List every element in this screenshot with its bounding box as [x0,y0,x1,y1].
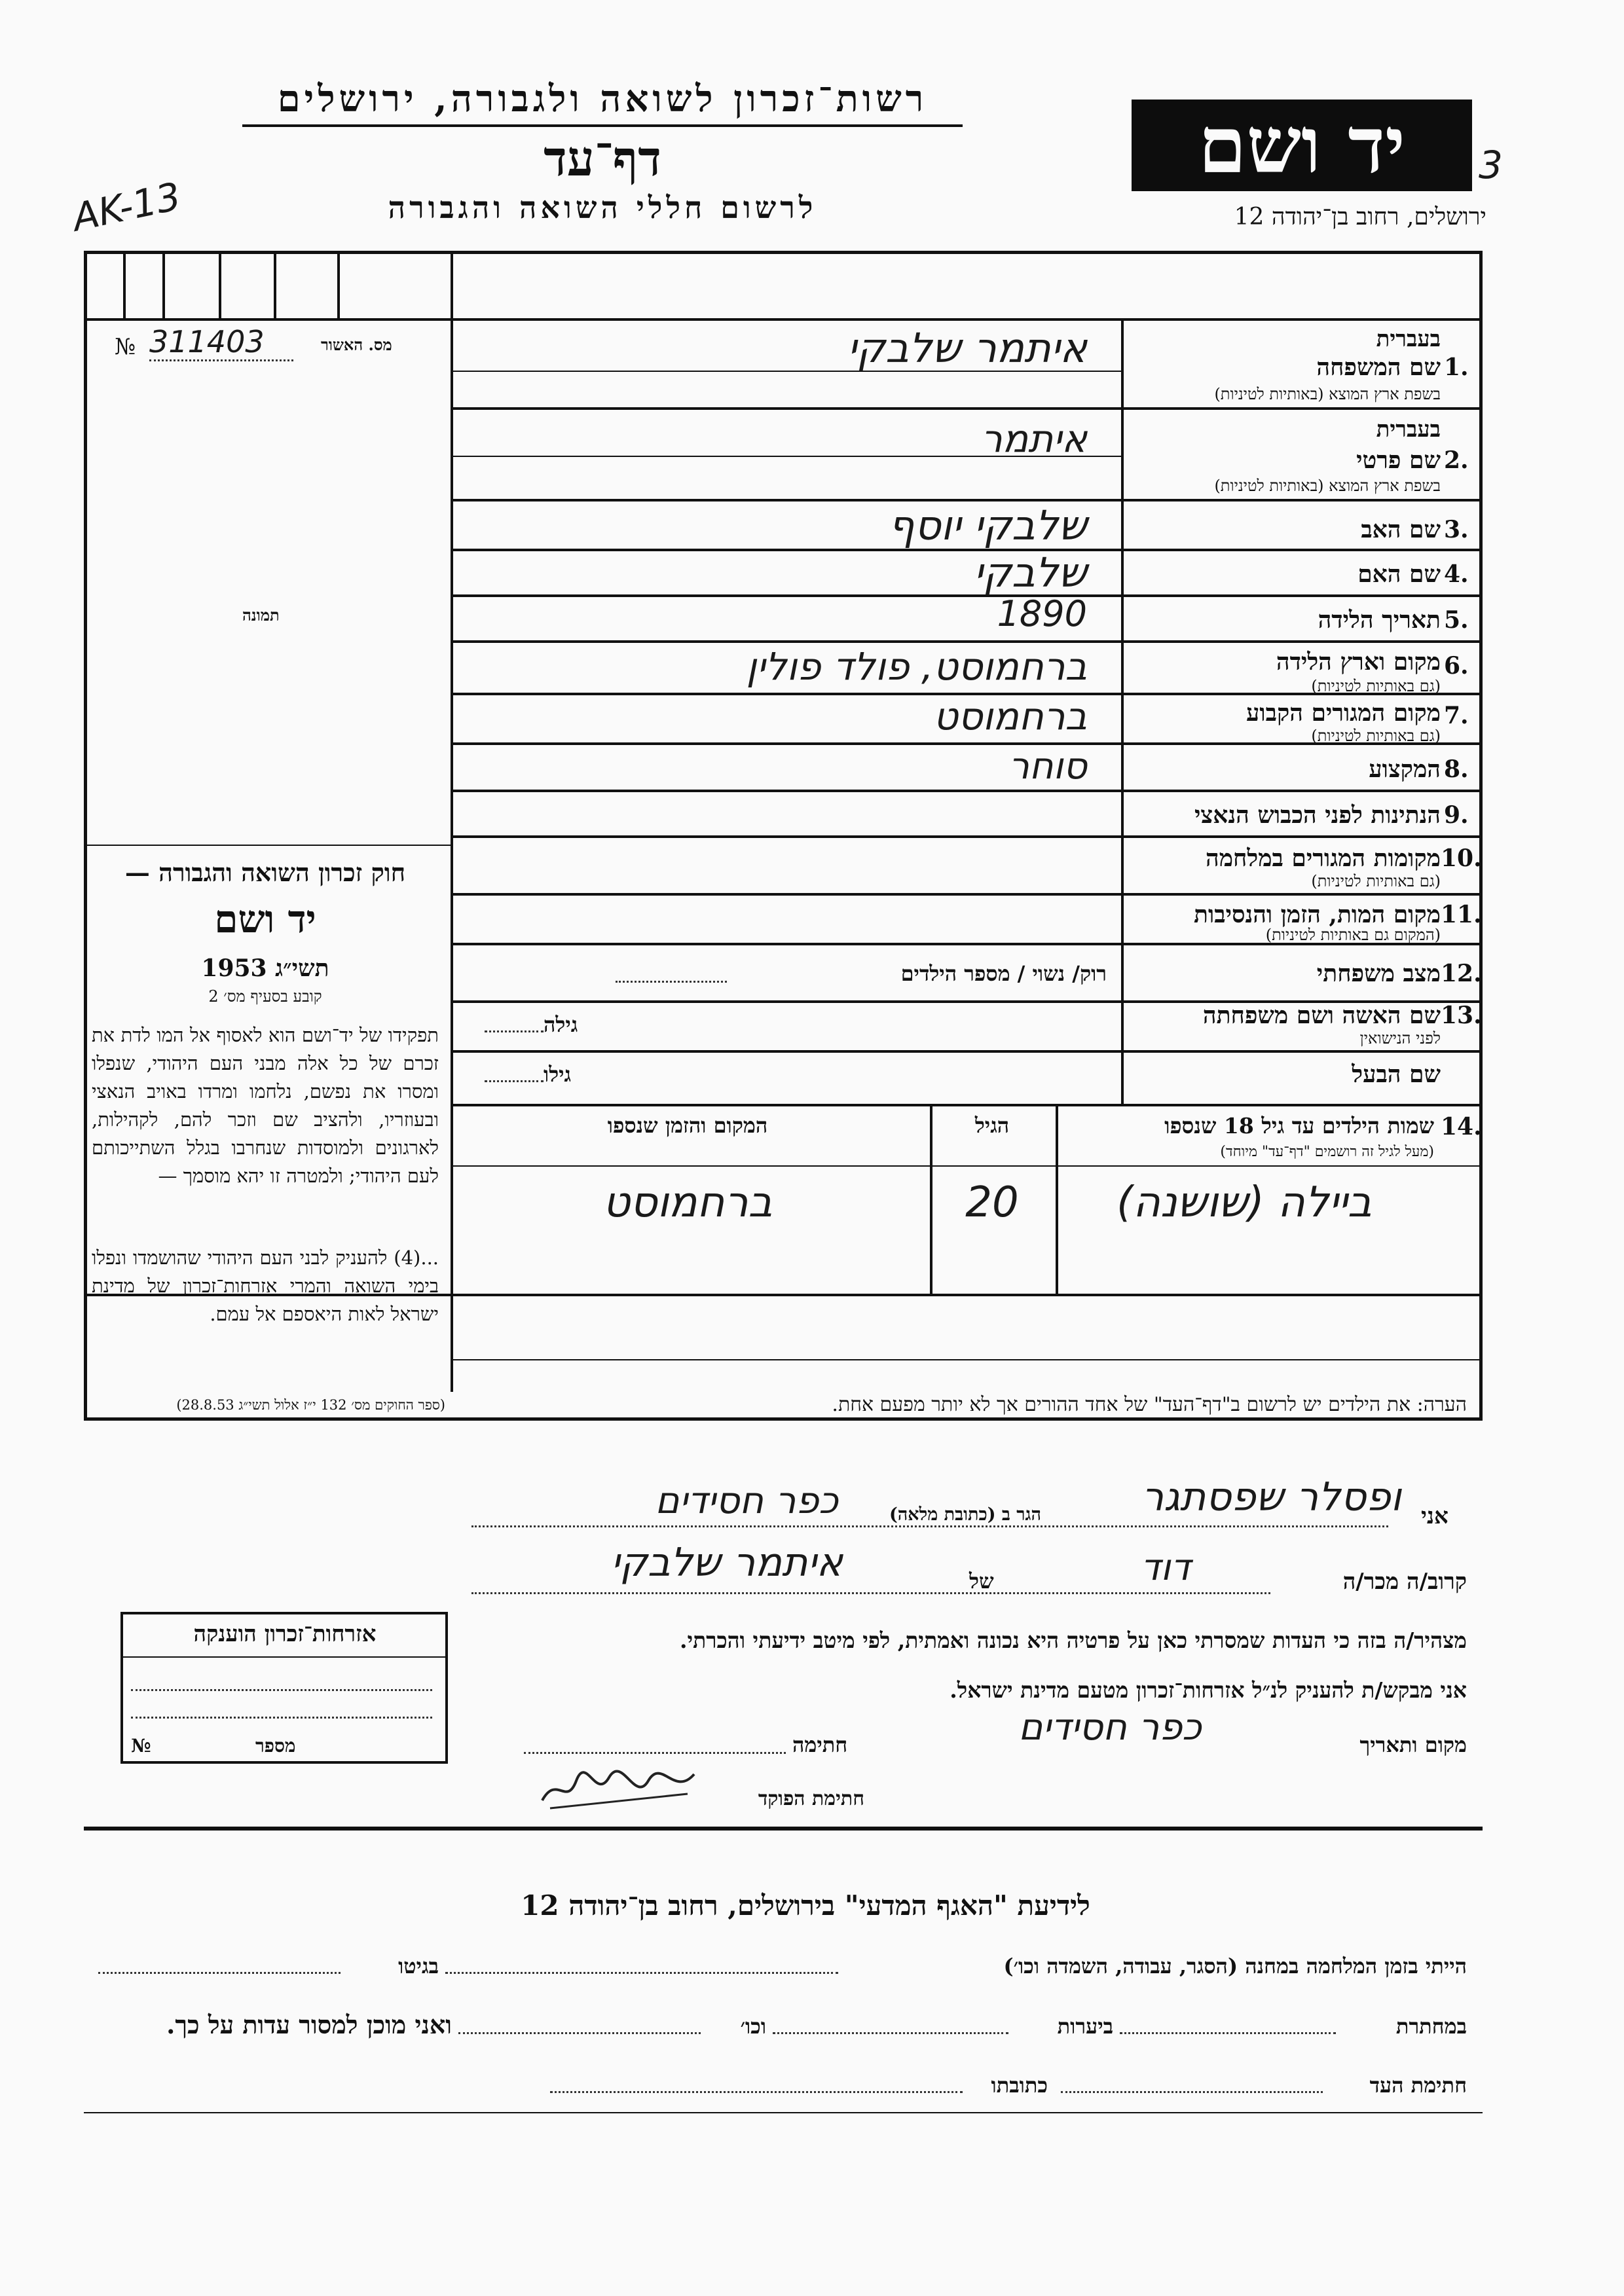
field-10-label: מקומות המגורים במלחמה [1206,845,1441,872]
field-14-number: 14. [1441,1113,1482,1140]
field-11-sub: (המקום גם באותיות לטיניות) [1265,926,1441,944]
footer-forests-label: ביערות [1057,2014,1113,2039]
declaration-statement: מצהיר/ה בזה כי העדות שמסרתי כאן על פרטיה היא נכונה ואמתית, לפי מיטב ידיעתי והכרתי. [680,1628,1467,1653]
authority-title: רשות־זכרון לשואה ולגבורה, ירושלים [242,77,963,127]
signature-label: חתימה [792,1732,848,1757]
law-text-1: תפקידו של יד־ושם הוא לאסוף אל המו לדת את זכרם של כל אלה מבני העם היהודי, שנפלו ומסרו את נפשם, נלחמו ומרדו באויב הנאצי ובעוזריו, ולהציב שם וזכר להם, לקהילות, לארגונים ולמוסדות שנחרבו בגלל השתייכותם לעם היהודי; ולמטרה זו יהא מוסמך — [92,1024,439,1187]
field-13-number: 13. [1441,1002,1482,1029]
field-9-label: הנתינות לפני הכבוש הנאצי [1194,801,1441,829]
of-value[interactable]: איתמר שלבקי [611,1540,843,1586]
children-label: שמות הילדים עד גיל 18 שנספו [1164,1113,1434,1139]
field-2-value[interactable]: איתמר [981,416,1087,461]
child-name[interactable]: ביילה (שושנה) [1116,1178,1372,1227]
field-9-number: 9. [1444,801,1469,829]
children-sub: (מעל לגיל זה רושמים "דף־עד" מיוחד) [1220,1144,1434,1160]
declarant-name[interactable]: ופסלר שפסתגר [1141,1474,1401,1520]
field-1-value[interactable]: איתמר שלבקי [847,324,1087,372]
field-3-label: שם האב [1361,516,1441,543]
field-3-number: 3. [1444,516,1469,543]
law-year: תשי״ג 1953 [201,955,329,982]
child-place[interactable]: ברחמוסט [602,1178,773,1227]
field-2-number: 2. [1444,446,1469,474]
address: ירושלים, רחוב בן־יהודה 12 [1234,204,1486,230]
of-label: של [969,1569,994,1594]
field-7-label: מקום המגורים הקבוע [1246,699,1441,727]
field-3-value[interactable]: שלבקי יוסף [888,501,1087,549]
relative-label: קרוב/ה מכר/ה [1342,1569,1467,1595]
children-note: הערה: את הילדים יש לרשום ב"דף־העד" של אחד ההורים אך לא יותר מפעם אחת. [832,1393,1467,1416]
field-5-value[interactable]: 1890 [997,593,1087,634]
law-clause: קובע בסעיף מס׳ 2 [208,987,322,1006]
field-12-label: מצב משפחתי [1316,960,1441,987]
wife-age-label: גילה [544,1012,578,1037]
footer-witness-signature-label: חתימת העד [1369,2073,1467,2098]
field-2-sub: בשפת ארץ המוצא (באותיות לטיניות) [1214,477,1441,495]
field-7-value[interactable]: ברחמוסט [933,694,1087,738]
form-subtitle: לרשום חללי השואה והגבורה [388,190,817,225]
citizenship-number-label: מספר [255,1735,296,1757]
registration-number[interactable]: 311403 [149,324,293,361]
declaration-request: אני מבקש/ת להעניק לנ״ל אזרחות־זכרון מטעם מדינת ישראל. [950,1677,1467,1703]
archive-code: AK-13 [68,173,185,240]
footer-testimony-statement: ואני מוכן למסור עדות על כך. [166,2010,452,2039]
page-number: 3 [1479,143,1503,187]
field-5-label: תאריך הלידה [1318,606,1441,634]
citizenship-no-symbol: № [131,1735,151,1757]
husband-age-label: גילו [544,1062,572,1087]
footer-ghetto-label: בגיטו [398,1954,439,1978]
marital-status-options[interactable]: רוק/ נשוי / מספר הילדים [900,961,1107,986]
field-1-label: שם המשפחה [1316,354,1441,381]
field-8-label: המקצוע [1369,756,1441,783]
field-1-sub: בשפת ארץ המוצא (באותיות לטיניות) [1214,385,1441,403]
form-title: דף־עד [544,131,661,187]
field-13-sub: לפני הנישואין [1359,1029,1441,1048]
field-8-value[interactable]: סוחר [1008,745,1087,788]
field-10-sub: (גם באותיות לטיניות) [1311,872,1441,890]
field-4-number: 4. [1444,560,1469,588]
footer-underground-label: במחתרת [1395,2014,1467,2039]
place-header: המקום והזמן שנספו [607,1113,768,1138]
resident-address[interactable]: כפר חסידים [655,1480,838,1522]
photo-label: תמונה [242,606,280,625]
relative-value[interactable]: דוד [1140,1546,1191,1589]
field-2-label: שם פרטי [1356,446,1441,474]
field-2-hebrew-tag: בעברית [1376,416,1441,443]
registration-no-symbol: № [115,334,136,360]
footer-etc-label: וכו׳ [740,2014,766,2039]
field-7-sub: (גם באותיות לטיניות) [1311,727,1441,745]
law-name: יד ושם [214,897,316,941]
field-7-number: 7. [1444,702,1469,729]
inspector-label: חתימת הפוקד [758,1787,864,1810]
law-source: (ספר החוקים מס׳ 132 י״ז אלול תשי״ג 28.8.53) [176,1397,445,1413]
field-6-sub: (גם באותיות לטיניות) [1311,677,1441,695]
field-4-value[interactable]: שלבקי [974,549,1087,596]
law-text-2: ...(4) להעניק לבני העם היהודי שהושמדו ונפלו בימי השואה והמרי אזרחות־זכרון של מדינת ישראל לאות היאספם אל עמם. [92,1247,439,1325]
yad-vashem-logo: יד ושם [1132,100,1472,191]
field-1-number: 1. [1444,354,1469,381]
registration-label: מס. האשור [321,335,392,354]
field-1-hebrew-tag: בעברית [1376,326,1441,352]
husband-label: שם הבעל [1352,1061,1441,1088]
place-date-label: מקום ותאריך [1359,1732,1467,1757]
child-age[interactable]: 20 [965,1178,1019,1227]
footer-heading: לידיעת "האגף המדעי" בירושלים, רחוב בן־יהודה 12 [521,1889,1090,1922]
field-4-label: שם האם [1357,560,1441,588]
footer-address-label: כתובתו [991,2073,1048,2098]
field-12-number: 12. [1441,960,1482,987]
field-11-label: מקום המות, הזמן והנסיבות [1194,901,1441,928]
footer-camp-label: הייתי בזמן המלחמה במחנה (הסגר, עבודה, השמדה וכו׳) [1003,1954,1467,1978]
citizenship-title: אזרחות־זכרון הוענקה [193,1621,377,1647]
field-6-label: מקום וארץ הלידה [1276,648,1441,676]
field-5-number: 5. [1444,606,1469,634]
law-title: חוק זכרון השואה והגבורה — [124,858,406,887]
field-13-label: שם האשה ושם משפחתה [1202,1002,1441,1029]
field-10-number: 10. [1441,845,1482,872]
inspector-signature [537,1761,701,1813]
field-6-number: 6. [1444,652,1469,680]
declaration-i-label: אני [1421,1503,1449,1529]
field-11-number: 11. [1441,901,1482,928]
resident-label: הגר ב (כתובת מלאה) [889,1504,1041,1525]
age-header: הגיל [974,1113,1010,1138]
place-date-value[interactable]: כפר חסידים [1018,1706,1202,1749]
field-6-value[interactable]: ברחמוסט, פולד פולין [746,644,1087,689]
field-8-number: 8. [1444,756,1469,783]
